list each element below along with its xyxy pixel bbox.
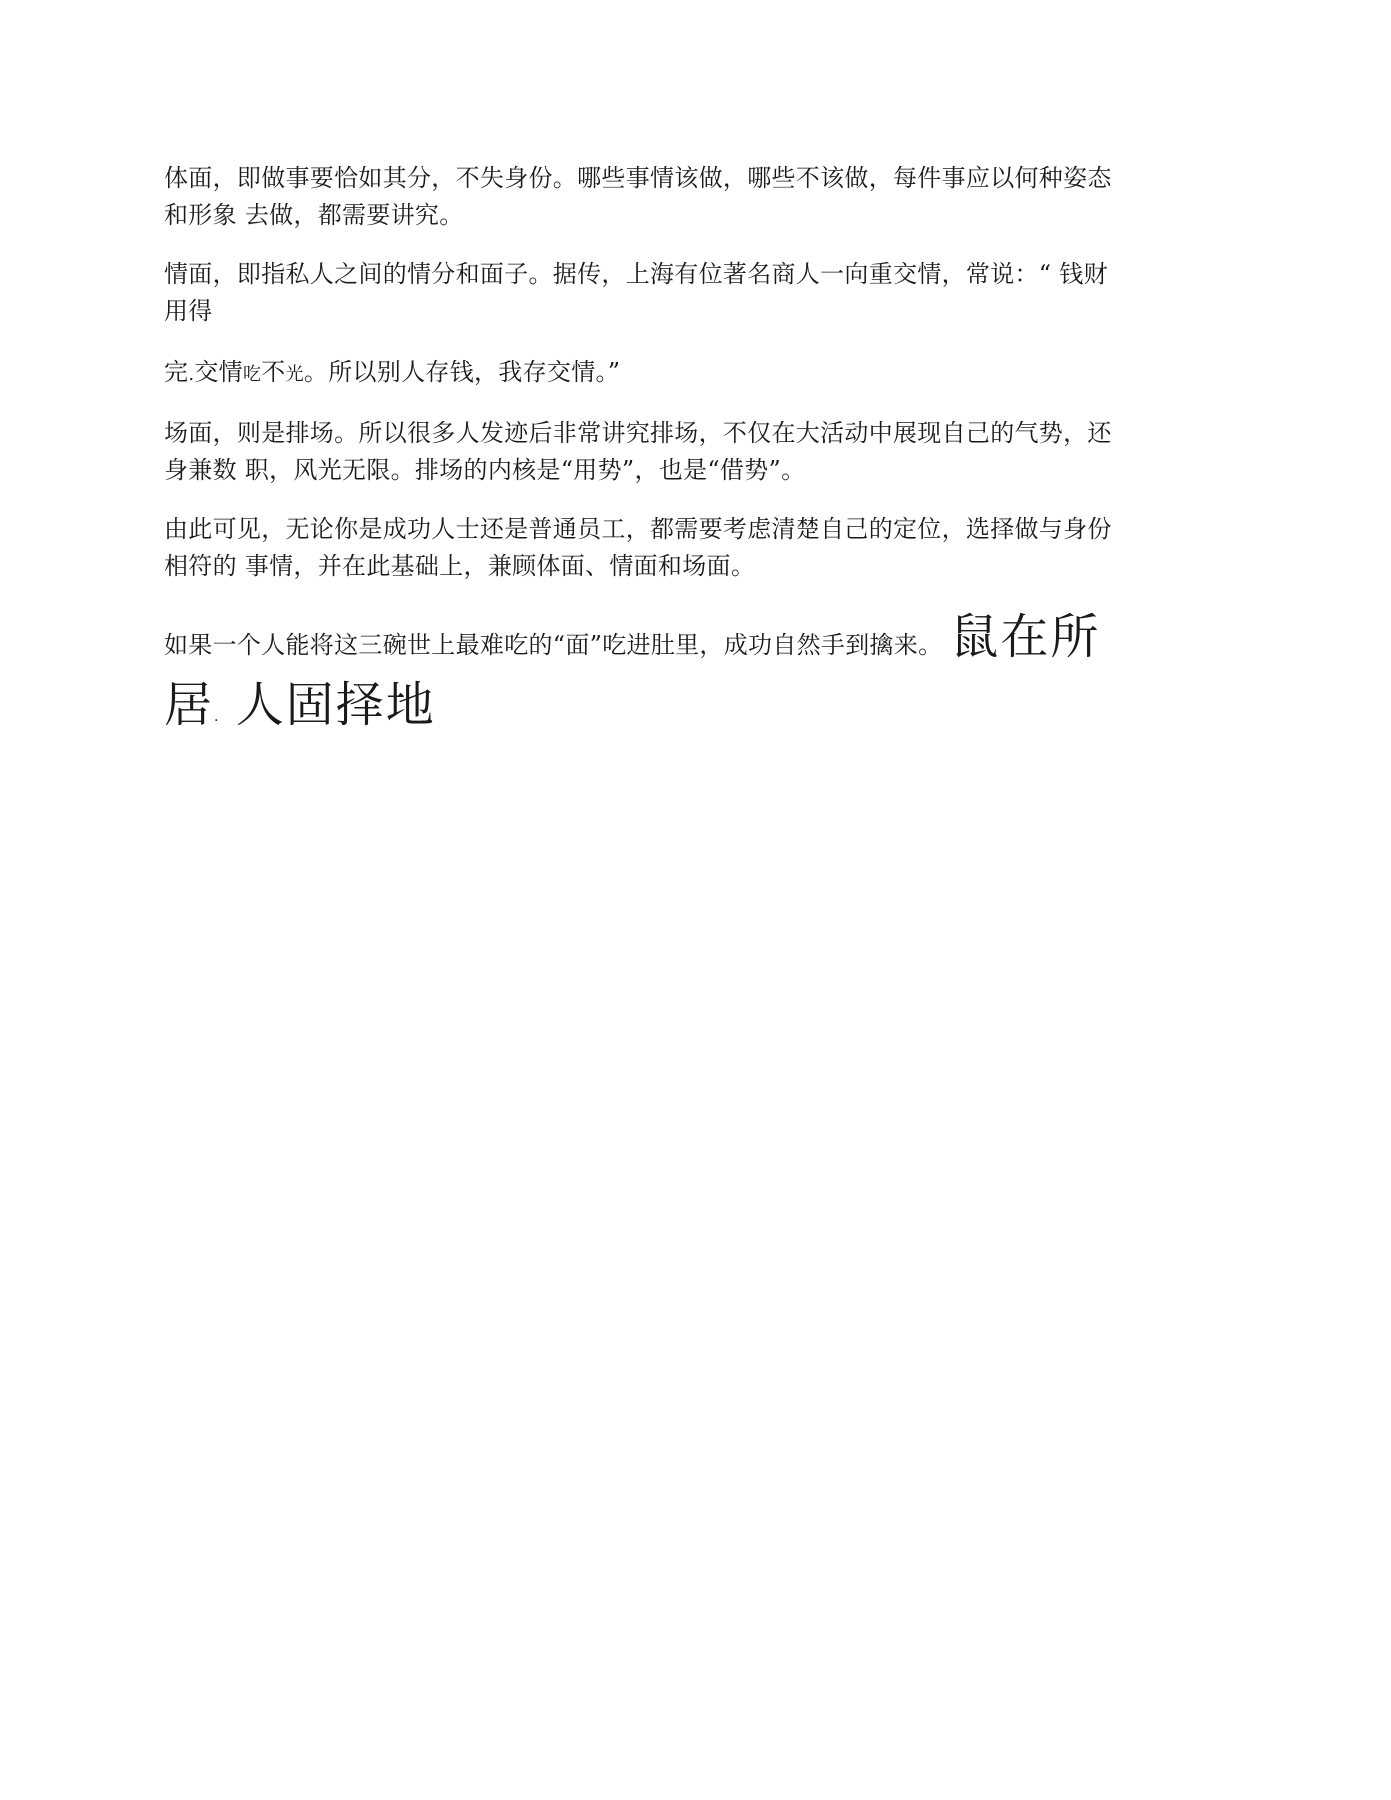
document-body	[164, 160, 1224, 747]
paragraph-qingmian	[164, 256, 1224, 330]
paragraph-line: 由此可见，无论你是成功人士还是普通员工，都需要考虑清楚自己的定位，选择做与身份	[164, 515, 1112, 543]
paragraph-line: 用得	[164, 297, 213, 325]
big-text: 鼠在所	[950, 609, 1101, 665]
final-line	[164, 607, 1224, 675]
text-segment: 不	[261, 358, 286, 386]
text-segment: .	[188, 364, 195, 385]
text-segment: 光	[285, 364, 304, 385]
text-segment: 吃	[242, 364, 262, 385]
text-segment: 完	[164, 358, 189, 386]
text-segment: 交情	[194, 358, 243, 386]
paragraph-changmian	[164, 415, 1224, 489]
big-text: 居	[164, 677, 215, 733]
paragraph-qingmian-continued	[164, 354, 1224, 393]
final-text: 如果一个人能将这三碗世上最难吃的“面”吃进肚里，成功自然手到擒来。	[164, 631, 943, 659]
big-text: 人固择地	[218, 677, 436, 733]
paragraph-line: 情面，即指私人之间的情分和面子。据传，上海有位著名商人一向重交情，常说：“ 钱财	[164, 260, 1108, 288]
paragraph-line: 相符的 事情，并在此基础上，兼顾体面、情面和场面。	[164, 552, 756, 580]
paragraph-line: 场面，则是排场。所以很多人发迹后非常讲究排场，不仅在大活动中展现自己的气势，还	[164, 419, 1112, 447]
paragraph-conclusion	[164, 511, 1224, 585]
final-line-large	[164, 675, 1224, 747]
paragraph-line: 和形象 去做，都需要讲究。	[164, 201, 464, 229]
text-segment: 。所以别人存钱，我存交情。”	[303, 358, 621, 386]
paragraph-line: 身兼数 职，风光无限。排场的内核是“用势”，也是“借势”。	[164, 456, 806, 484]
paragraph-timian	[164, 160, 1224, 234]
final-paragraph	[164, 607, 1224, 747]
paragraph-line: 体面，即做事要恰如其分，不失身份。哪些事情该做，哪些不该做，每件事应以何种姿态	[164, 164, 1112, 192]
big-text-dot: .	[214, 709, 219, 725]
